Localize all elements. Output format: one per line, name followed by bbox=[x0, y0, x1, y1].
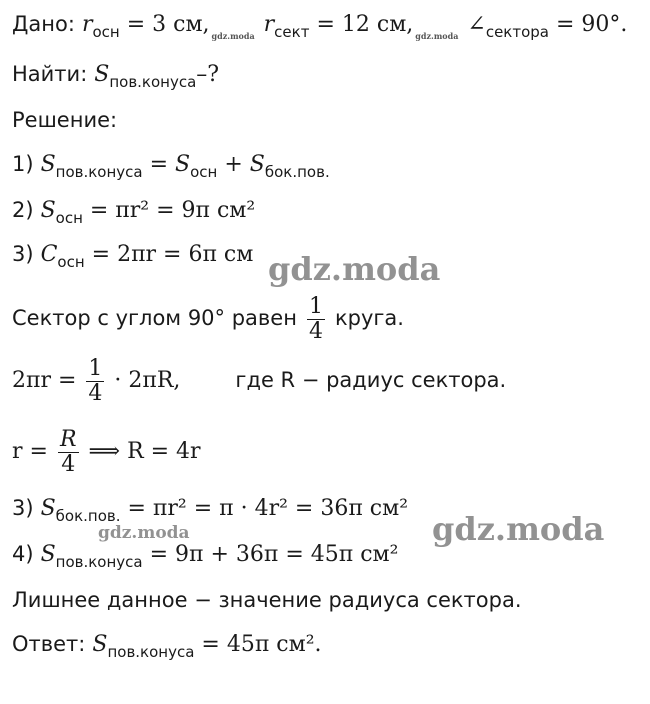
watermark: gdz.moda bbox=[268, 250, 441, 288]
step-3: 3) $C_{осн} = 2\pi r = 6\pi$ см bbox=[12, 242, 254, 271]
watermark: gdz.moda bbox=[432, 510, 605, 548]
step-3-lateral: 3) $S_{бок.пов.} = \pi r^2 = \pi \cdot 4r^2 = 36\pi$ см² bbox=[12, 496, 409, 525]
fraction: $\frac{1}{4}$ bbox=[88, 355, 103, 406]
sector-line: Сектор с углом 90° равен $\frac{1}{4}$ круга. bbox=[12, 293, 404, 344]
watermark: gdz.moda bbox=[98, 523, 190, 543]
watermark-small: gdz.moda bbox=[211, 31, 255, 41]
step-1: 1) $S_{пов.конуса} = S_{осн} + S_{бок.пов.}$ bbox=[12, 152, 330, 181]
step-2: 2) $S_{осн} = \pi r^2 = 9\pi$ см² bbox=[12, 198, 256, 227]
equation-1: 2πr = $\frac{1}{4}$ · 2πR, где R − радиус сектора. bbox=[12, 355, 507, 406]
watermark-small: gdz.moda bbox=[415, 31, 459, 41]
find-line: Найти: $S_{пов.конуса}-$? bbox=[12, 62, 220, 91]
answer-line: Ответ: $S_{пов.конуса} = 45\pi$ см². bbox=[12, 632, 322, 661]
step-4: 4) $S_{пов.конуса} = 9\pi + 36\pi = 45\pi$ см² bbox=[12, 542, 399, 571]
fraction: $\frac{1}{4}$ bbox=[308, 293, 323, 344]
fraction: $\frac{R}{4}$ bbox=[59, 426, 77, 477]
extra-data-line: Лишнее данное − значение радиуса сектора. bbox=[12, 588, 522, 612]
solution-heading: Решение: bbox=[12, 108, 118, 132]
equation-2: r = $\frac{R}{4}$ ⟹ R = 4r bbox=[12, 426, 201, 477]
given-line: Дано: $r_{осн} = 3$ см, $_{gdz.moda}$ $r_{сект} = 12$ см, $_{gdz.moda}$ $\angle_{сектора} = 90^\circ$. bbox=[12, 12, 628, 41]
